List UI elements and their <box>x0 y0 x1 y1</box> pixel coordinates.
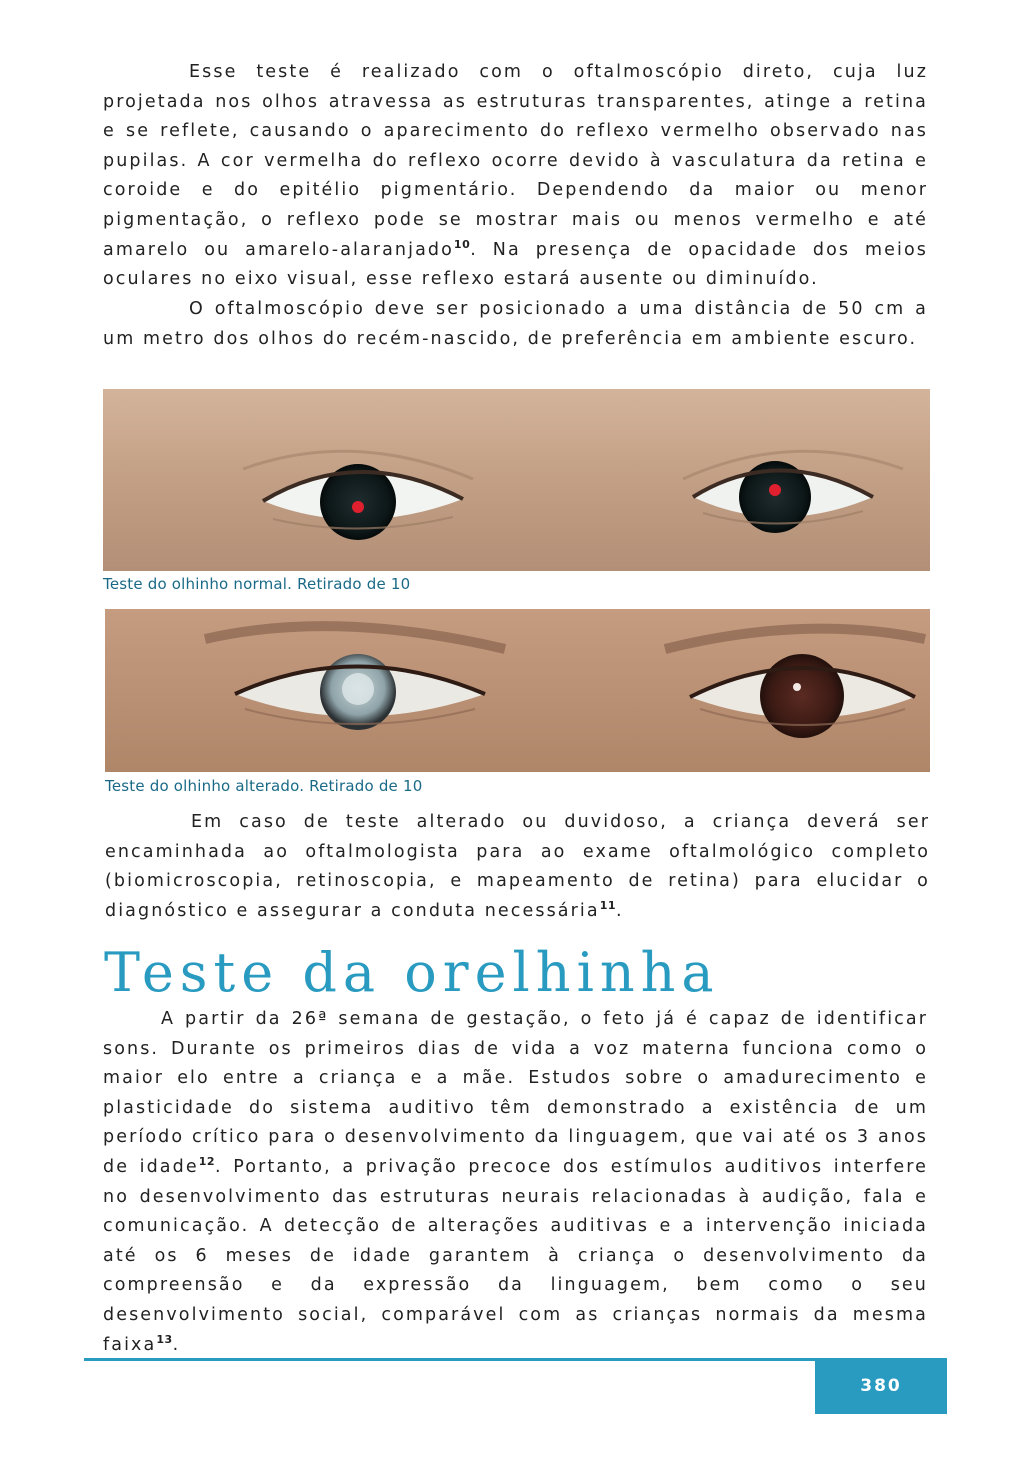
caption-altered-test: Teste do olhinho alterado. Retirado de 10 <box>105 777 423 795</box>
reference-superscript: 13 <box>156 1332 173 1346</box>
paragraph-altered-test-referral: Em caso de teste alterado ou duvidoso, a criança deverá ser encaminhada ao oftalmologista para ao exame oftalmológico completo (biomicroscopia, retinoscopia, e mapeamento de retina) para elucidar o diagnóstico e assegurar a conduta necessária$^{11}$. <box>105 812 930 921</box>
page-number-box <box>815 1358 947 1414</box>
reference-superscript: 10 <box>453 237 471 251</box>
photo-altered-red-reflex <box>105 609 930 772</box>
photo-normal-red-reflex <box>103 389 930 571</box>
paragraph-red-reflex-test: Esse teste é realizado com o oftalmoscópio direto, cuja luz projetada nos olhos atravessa as estruturas transparentes, atinge a retina e se reflete, causando o aparecimento do reflexo vermelho observado nas pupilas. A cor vermelha do reflexo ocorre devido à vasculatura da retina e coroide e do epitélio pigmentário. Dependendo da maior ou menor pigmentação, o reflexo pode se mostrar mais ou menos vermelho e até amarelo ou amarelo-alaranjado$^{10}$. Na presença de opacidade dos meios oculares no eixo visual, esse reflexo estará ausente ou diminuído. <box>103 62 928 290</box>
paragraph-hearing-development: A partir da 26ª semana de gestação, o feto já é capaz de identificar sons. Durante os primeiros dias de vida a voz materna funciona como o maior elo entre a criança e a mãe. Estudos sobre o amadurecimento e plasticidade do sistema auditivo têm demonstrado a existência de um período crítico para o desenvolvimento da linguagem, que vai até os 3 anos de idade$^{12}$. Portanto, a privação precoce dos estímulos auditivos interfere no desenvolvimento das estruturas neurais relacionadas à audição, fala e comunicação. A detecção de alterações auditivas e a intervenção iniciada até os 6 meses de idade garantem à criança o desenvolvimento da compreensão e da expressão da linguagem, bem como o seu desenvolvimento social, comparável com as crianças normais da mesma faixa$^{13}$. <box>103 1009 928 1355</box>
paragraph-ophthalmoscope-distance: O oftalmoscópio deve ser posicionado a uma distância de 50 cm a um metro dos olhos do recém-nascido, de preferência em ambiente escuro. <box>103 299 928 349</box>
section-title: Teste da orelhinha <box>104 941 720 1004</box>
reference-superscript: 12 <box>198 1155 216 1169</box>
page-number: 380 <box>860 1376 902 1396</box>
reference-superscript: 11 <box>599 898 617 912</box>
caption-normal-test: Teste do olhinho normal. Retirado de 10 <box>103 575 411 593</box>
